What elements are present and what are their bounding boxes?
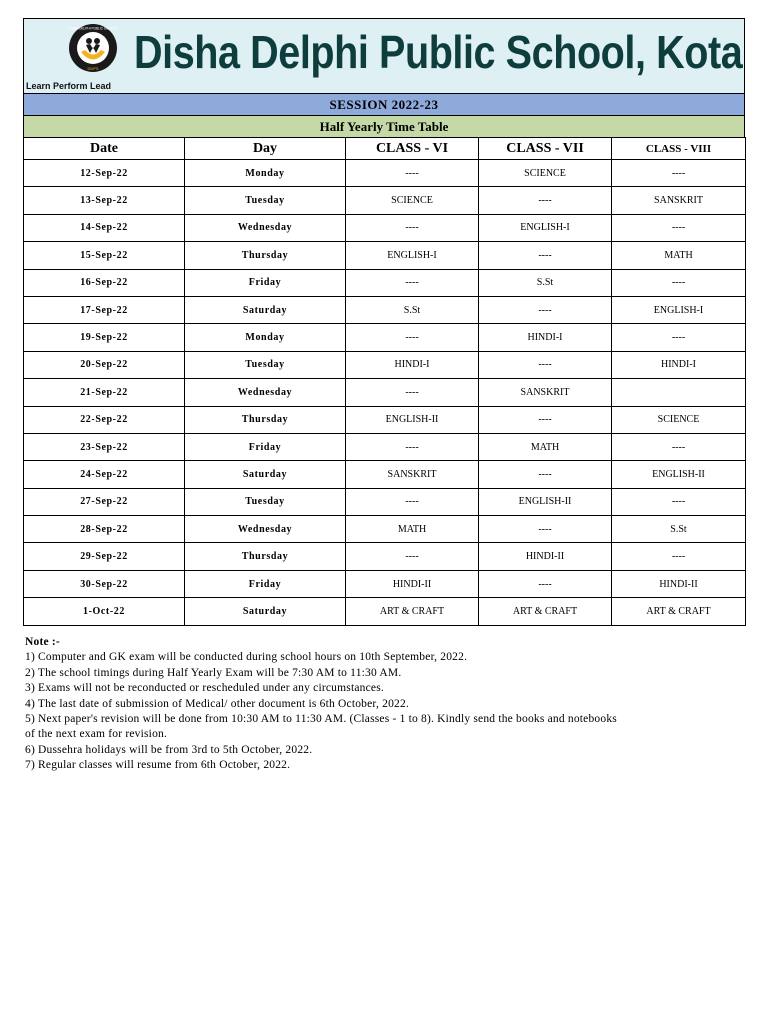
cell-class-vii: ----	[479, 516, 612, 543]
notes-section	[25, 635, 625, 774]
cell-class-vi: SANSKRIT	[346, 461, 479, 488]
cell-class-vi: HINDI-II	[346, 570, 479, 597]
column-header-day: Day	[185, 138, 346, 160]
cell-day: Saturday	[185, 598, 346, 625]
cell-day: Saturday	[185, 296, 346, 323]
cell-class-vi: ----	[346, 379, 479, 406]
cell-class-viii: ----	[612, 214, 746, 241]
table-row	[24, 269, 746, 296]
cell-class-vi: MATH	[346, 516, 479, 543]
cell-day: Tuesday	[185, 187, 346, 214]
cell-date: 20-Sep-22	[24, 351, 185, 378]
cell-class-vi: ENGLISH-I	[346, 242, 479, 269]
school-header	[23, 18, 745, 93]
table-row	[24, 242, 746, 269]
cell-class-vi: ----	[346, 324, 479, 351]
table-row	[24, 516, 746, 543]
cell-class-viii: HINDI-II	[612, 570, 746, 597]
cell-class-vii: ----	[479, 461, 612, 488]
cell-class-vi: ----	[346, 543, 479, 570]
table-row	[24, 488, 746, 515]
notes-heading: Note :-	[25, 636, 60, 648]
cell-date: 27-Sep-22	[24, 488, 185, 515]
cell-class-vi: ----	[346, 160, 479, 187]
cell-class-vii: HINDI-II	[479, 543, 612, 570]
cell-day: Thursday	[185, 406, 346, 433]
session-label: SESSION 2022-23	[23, 93, 745, 115]
cell-class-vi: S.St	[346, 296, 479, 323]
cell-date: 23-Sep-22	[24, 433, 185, 460]
cell-class-vi: ----	[346, 214, 479, 241]
cell-class-vii: ART & CRAFT	[479, 598, 612, 625]
cell-class-viii: ----	[612, 269, 746, 296]
cell-day: Wednesday	[185, 214, 346, 241]
cell-class-vii: ----	[479, 351, 612, 378]
cell-class-vii: SANSKRIT	[479, 379, 612, 406]
cell-class-vii: ENGLISH-I	[479, 214, 612, 241]
cell-class-vi: ENGLISH-II	[346, 406, 479, 433]
cell-date: 30-Sep-22	[24, 570, 185, 597]
cell-class-vii: ----	[479, 187, 612, 214]
cell-class-vii: ----	[479, 296, 612, 323]
table-row	[24, 214, 746, 241]
cell-class-viii: SANSKRIT	[612, 187, 746, 214]
cell-class-viii: ART & CRAFT	[612, 598, 746, 625]
column-header-class-vi: CLASS - VI	[346, 138, 479, 160]
table-header-row	[24, 138, 746, 160]
cell-class-viii: ----	[612, 160, 746, 187]
table-row	[24, 461, 746, 488]
school-name: Disha Delphi Public School, Kota	[134, 26, 743, 78]
logo-ring-text: DISHA DELPHI PUBLIC SCHOOL	[68, 26, 118, 31]
cell-day: Friday	[185, 269, 346, 296]
logo-sub-text: DDPS	[87, 66, 99, 71]
cell-class-viii: HINDI-I	[612, 351, 746, 378]
cell-date: 22-Sep-22	[24, 406, 185, 433]
cell-class-vi: SCIENCE	[346, 187, 479, 214]
cell-class-viii: ----	[612, 543, 746, 570]
cell-class-viii: ----	[612, 324, 746, 351]
cell-day: Monday	[185, 324, 346, 351]
cell-date: 29-Sep-22	[24, 543, 185, 570]
cell-date: 14-Sep-22	[24, 214, 185, 241]
table-row	[24, 379, 746, 406]
cell-day: Friday	[185, 570, 346, 597]
table-row	[24, 160, 746, 187]
cell-class-vii: ----	[479, 570, 612, 597]
cell-class-vii: ENGLISH-II	[479, 488, 612, 515]
column-header-class-vii: CLASS - VII	[479, 138, 612, 160]
cell-date: 1-Oct-22	[24, 598, 185, 625]
note-item: 3) Exams will not be reconducted or rescheduled under any circumstances.	[25, 682, 384, 695]
table-title: Half Yearly Time Table	[23, 115, 745, 137]
cell-date: 24-Sep-22	[24, 461, 185, 488]
table-row	[24, 406, 746, 433]
cell-date: 15-Sep-22	[24, 242, 185, 269]
cell-class-vi: ----	[346, 433, 479, 460]
table-row	[24, 351, 746, 378]
cell-date: 13-Sep-22	[24, 187, 185, 214]
note-item: 5) Next paper's revision will be done from 10:30 AM to 11:30 AM. (Classes - 1 to 8). Kindly send the books and notebooks of the next exam for revision.	[25, 713, 617, 741]
school-tagline: Learn Perform Lead	[26, 81, 112, 91]
cell-date: 17-Sep-22	[24, 296, 185, 323]
column-header-class-viii: CLASS - VIII	[612, 138, 746, 160]
cell-day: Tuesday	[185, 351, 346, 378]
cell-class-viii: ENGLISH-II	[612, 461, 746, 488]
timetable-sheet	[23, 18, 745, 626]
cell-class-viii: S.St	[612, 516, 746, 543]
cell-class-viii: ----	[612, 433, 746, 460]
notes-list	[25, 650, 625, 773]
cell-day: Tuesday	[185, 488, 346, 515]
table-row	[24, 187, 746, 214]
note-item: 2) The school timings during Half Yearly Exam will be 7:30 AM to 11:30 AM.	[25, 666, 402, 679]
cell-class-vi: ----	[346, 269, 479, 296]
cell-class-viii: SCIENCE	[612, 406, 746, 433]
note-item: 6) Dussehra holidays will be from 3rd to 5th October, 2022.	[25, 743, 313, 756]
cell-day: Thursday	[185, 543, 346, 570]
cell-day: Thursday	[185, 242, 346, 269]
cell-date: 16-Sep-22	[24, 269, 185, 296]
cell-day: Wednesday	[185, 379, 346, 406]
cell-class-vi: ----	[346, 488, 479, 515]
cell-day: Wednesday	[185, 516, 346, 543]
cell-date: 12-Sep-22	[24, 160, 185, 187]
note-item: 7) Regular classes will resume from 6th October, 2022.	[25, 759, 291, 772]
cell-class-vi: HINDI-I	[346, 351, 479, 378]
timetable-body	[24, 160, 746, 626]
cell-day: Saturday	[185, 461, 346, 488]
cell-class-viii: MATH	[612, 242, 746, 269]
table-row	[24, 543, 746, 570]
cell-class-vii: MATH	[479, 433, 612, 460]
cell-class-vii: ----	[479, 406, 612, 433]
cell-date: 19-Sep-22	[24, 324, 185, 351]
cell-class-viii: ----	[612, 488, 746, 515]
cell-class-vii: HINDI-I	[479, 324, 612, 351]
column-header-date: Date	[24, 138, 185, 160]
school-logo-icon	[68, 23, 118, 73]
note-item: 1) Computer and GK exam will be conducted during school hours on 10th September, 2022.	[25, 651, 468, 664]
cell-day: Monday	[185, 160, 346, 187]
table-row	[24, 598, 746, 625]
table-row	[24, 433, 746, 460]
cell-class-viii	[612, 379, 746, 406]
timetable	[23, 137, 746, 626]
cell-day: Friday	[185, 433, 346, 460]
table-row	[24, 570, 746, 597]
table-row	[24, 324, 746, 351]
table-row	[24, 296, 746, 323]
cell-date: 28-Sep-22	[24, 516, 185, 543]
cell-class-viii: ENGLISH-I	[612, 296, 746, 323]
note-item: 4) The last date of submission of Medical/ other document is 6th October, 2022.	[25, 697, 410, 710]
cell-class-vii: ----	[479, 242, 612, 269]
cell-class-vii: SCIENCE	[479, 160, 612, 187]
cell-class-vi: ART & CRAFT	[346, 598, 479, 625]
cell-class-vii: S.St	[479, 269, 612, 296]
cell-date: 21-Sep-22	[24, 379, 185, 406]
